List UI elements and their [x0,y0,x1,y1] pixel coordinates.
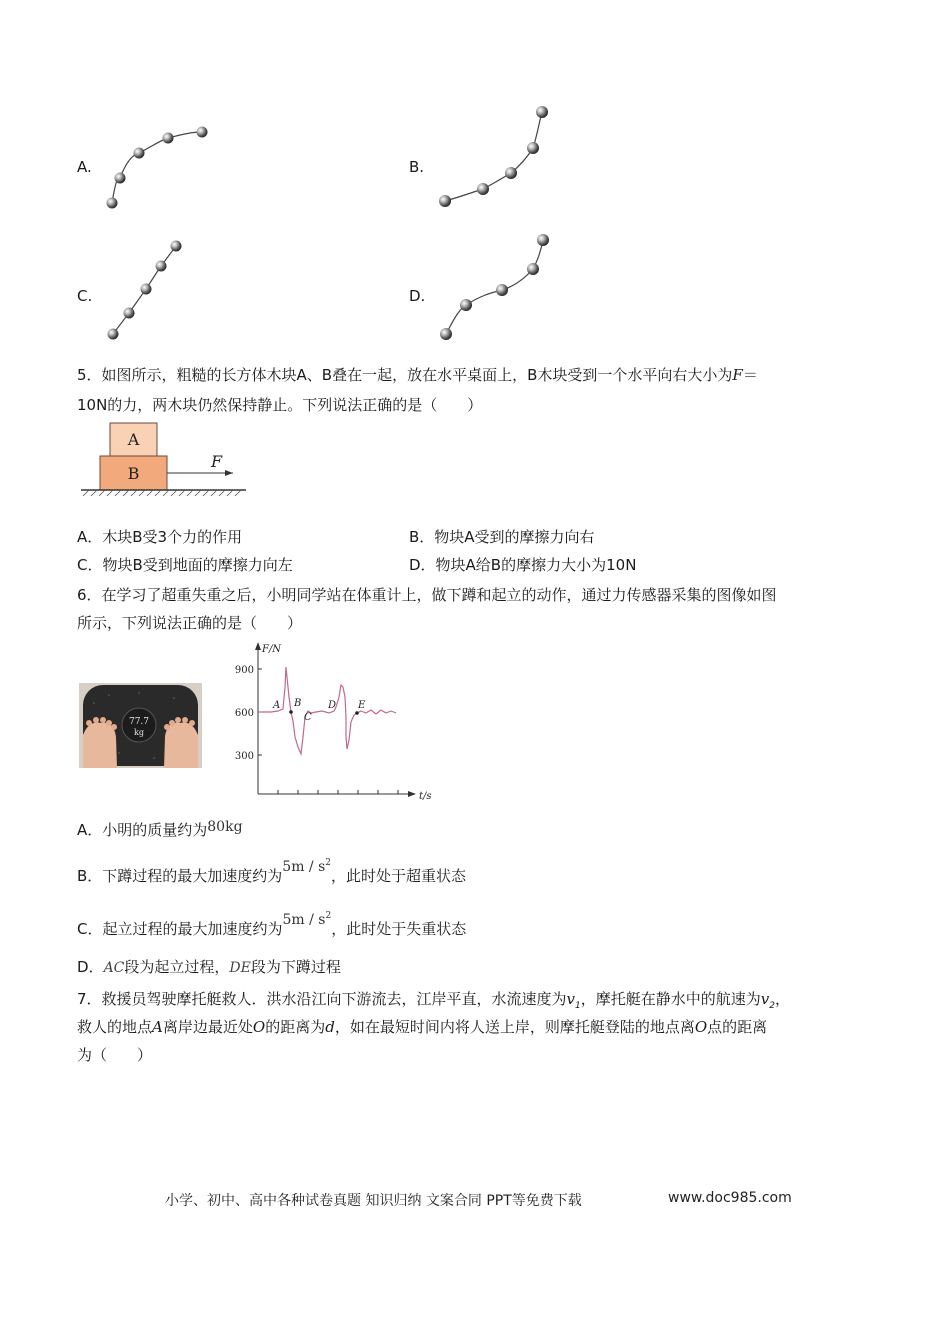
scale-photo [79,683,202,768]
arrow-head-icon [225,470,233,476]
q7-text-5: 离岸边最近处 [162,1018,253,1036]
trajectory-figure-c [95,230,195,345]
q6-option-c-math: 5m / s [282,912,326,928]
q6-option-d-segment-de: DE [229,960,251,976]
ball [477,183,489,195]
ball [440,328,452,340]
trajectory-figure-d [430,228,560,346]
ball [527,263,539,275]
ball [439,195,451,207]
force-time-graph [226,637,436,804]
q7-stem-line3: 为（ ） [77,1046,153,1064]
scale-reading: 77.7 [128,717,150,727]
ball [171,241,182,252]
q5-stem-line2: 10N的力，两木块仍然保持静止。下列说法正确的是（ ） [77,396,483,414]
q5-option-b: B．物块A受到的摩擦力向右 [409,528,595,546]
scale-unit: kg [134,728,144,737]
ball [197,127,208,138]
ball [115,173,126,184]
q7-text-8: 点的距离 [707,1018,768,1036]
block-a-label: A [127,430,140,449]
footer-text: 小学、初中、高中各种试卷真题 知识归纳 文案合同 PPT等免费下载 [165,1193,582,1209]
q6-stem-line1: 6．在学习了超重失重之后，小明同学站在体重计上，做下蹲和起立的动作，通过力传感器采集的图像如图 [77,586,777,604]
left-foot [83,723,117,769]
q6-option-d-mid: 段为起立过程， [124,958,230,976]
q7-v2: v [760,990,770,1008]
q6-option-c [77,912,466,944]
point-b-label: B [294,698,302,709]
q6-option-d-tail: 段为下蹲过程 [250,958,341,976]
q7-v1-sub: 1 [575,1001,581,1011]
x-ticks [278,790,398,794]
q6-option-c-text: C．起立过程的最大加速度约为 [77,920,283,938]
q7-point-a: A [152,1018,163,1036]
q7-text-1: 7．救援员驾驶摩托艇救人．洪水沿江向下游流去，江岸平直，水流速度为 [77,990,567,1008]
x-axis-arrow-icon [408,791,416,797]
ball [536,106,548,118]
q6-option-b [77,859,466,891]
force-label: F [211,452,223,471]
x-axis-label: t/s [419,791,432,802]
q7-point-o: O [252,1018,266,1036]
q7-v2-sub: 2 [769,1001,775,1011]
q5-option-c: C．物块B受到地面的摩擦力向左 [77,556,293,574]
option-a-label: A. [77,158,92,176]
trajectory-figure-a [95,115,225,220]
q6-option-c-tail: ，此时处于失重状态 [331,920,467,938]
ball [163,133,174,144]
q5-option-d: D．物块A给B的摩擦力大小为10N [409,556,637,574]
q6-option-d-prefix: D． [77,958,104,976]
right-foot [164,723,198,769]
y-axis-arrow-icon [255,642,261,650]
q5-force-symbol: F [732,366,743,384]
point-e-dot [355,711,359,715]
ball [505,167,517,179]
q6-option-a-text: A．小明的质量约为 [77,821,208,839]
q5-stem-line1 [77,361,758,389]
option-d-label: D. [409,287,426,305]
ball [527,142,539,154]
q6-option-b-tail: ，此时处于超重状态 [331,867,467,885]
q5-equals: ＝ [742,366,758,384]
y-tick-600: 600 [234,708,254,719]
q7-text-7: ，如在最短时间内将人送上岸，则摩托艇登陆的地点离 [334,1018,695,1036]
ground-hatch [83,490,241,496]
q7-stem-line2 [77,1013,767,1041]
q7-text-4: 救人的地点 [77,1018,153,1036]
point-d-label: D [328,700,337,711]
q6-option-d [77,953,341,982]
y-axis-label: F/N [262,644,282,655]
q6-option-b-exp: 2 [325,858,332,868]
q7-text-6: 的距离为 [265,1018,326,1036]
y-tick-900: 900 [234,665,254,676]
q6-option-b-text: B．下蹲过程的最大加速度约为 [77,867,283,885]
ball [537,234,549,246]
option-c-label: C. [77,287,93,305]
q6-option-d-segment-ac: AC [103,960,125,976]
q7-point-o-2: O [694,1018,708,1036]
q7-v1: v [566,990,576,1008]
point-c-label: C [304,712,312,723]
q6-option-c-exp: 2 [325,911,332,921]
q6-stem-line2: 所示，下列说法正确的是（ ） [77,614,303,632]
q7-text-3: ， [775,990,791,1008]
option-b-label: B. [409,158,425,176]
ball [108,329,119,340]
ball [496,284,508,296]
ball [460,299,472,311]
y-tick-300: 300 [234,751,254,762]
ball [124,308,135,319]
q7-distance-d: d [325,1018,335,1036]
footer-url[interactable]: www.doc985.com [668,1190,792,1206]
q6-option-a [77,816,243,845]
point-a-label: A [273,700,281,711]
q6-option-a-math: 80kg [207,819,243,835]
ball [141,284,152,295]
trajectory-figure-b [430,98,560,213]
block-b-label: B [127,464,140,483]
point-e-label: E [358,700,366,711]
q5-text: 5．如图所示，粗糙的长方体木块A、B叠在一起，放在水平桌面上，B木块受到一个水平向右大小为 [77,366,733,384]
ball [134,148,145,159]
ball [156,261,167,272]
q7-text-2: ，摩托艇在静水中的航速为 [580,990,761,1008]
point-b-dot [289,710,293,714]
q5-option-a: A．木块B受3个力的作用 [77,528,243,546]
q6-option-b-math: 5m / s [282,859,326,875]
ball [107,198,118,209]
blocks-figure [78,420,250,502]
